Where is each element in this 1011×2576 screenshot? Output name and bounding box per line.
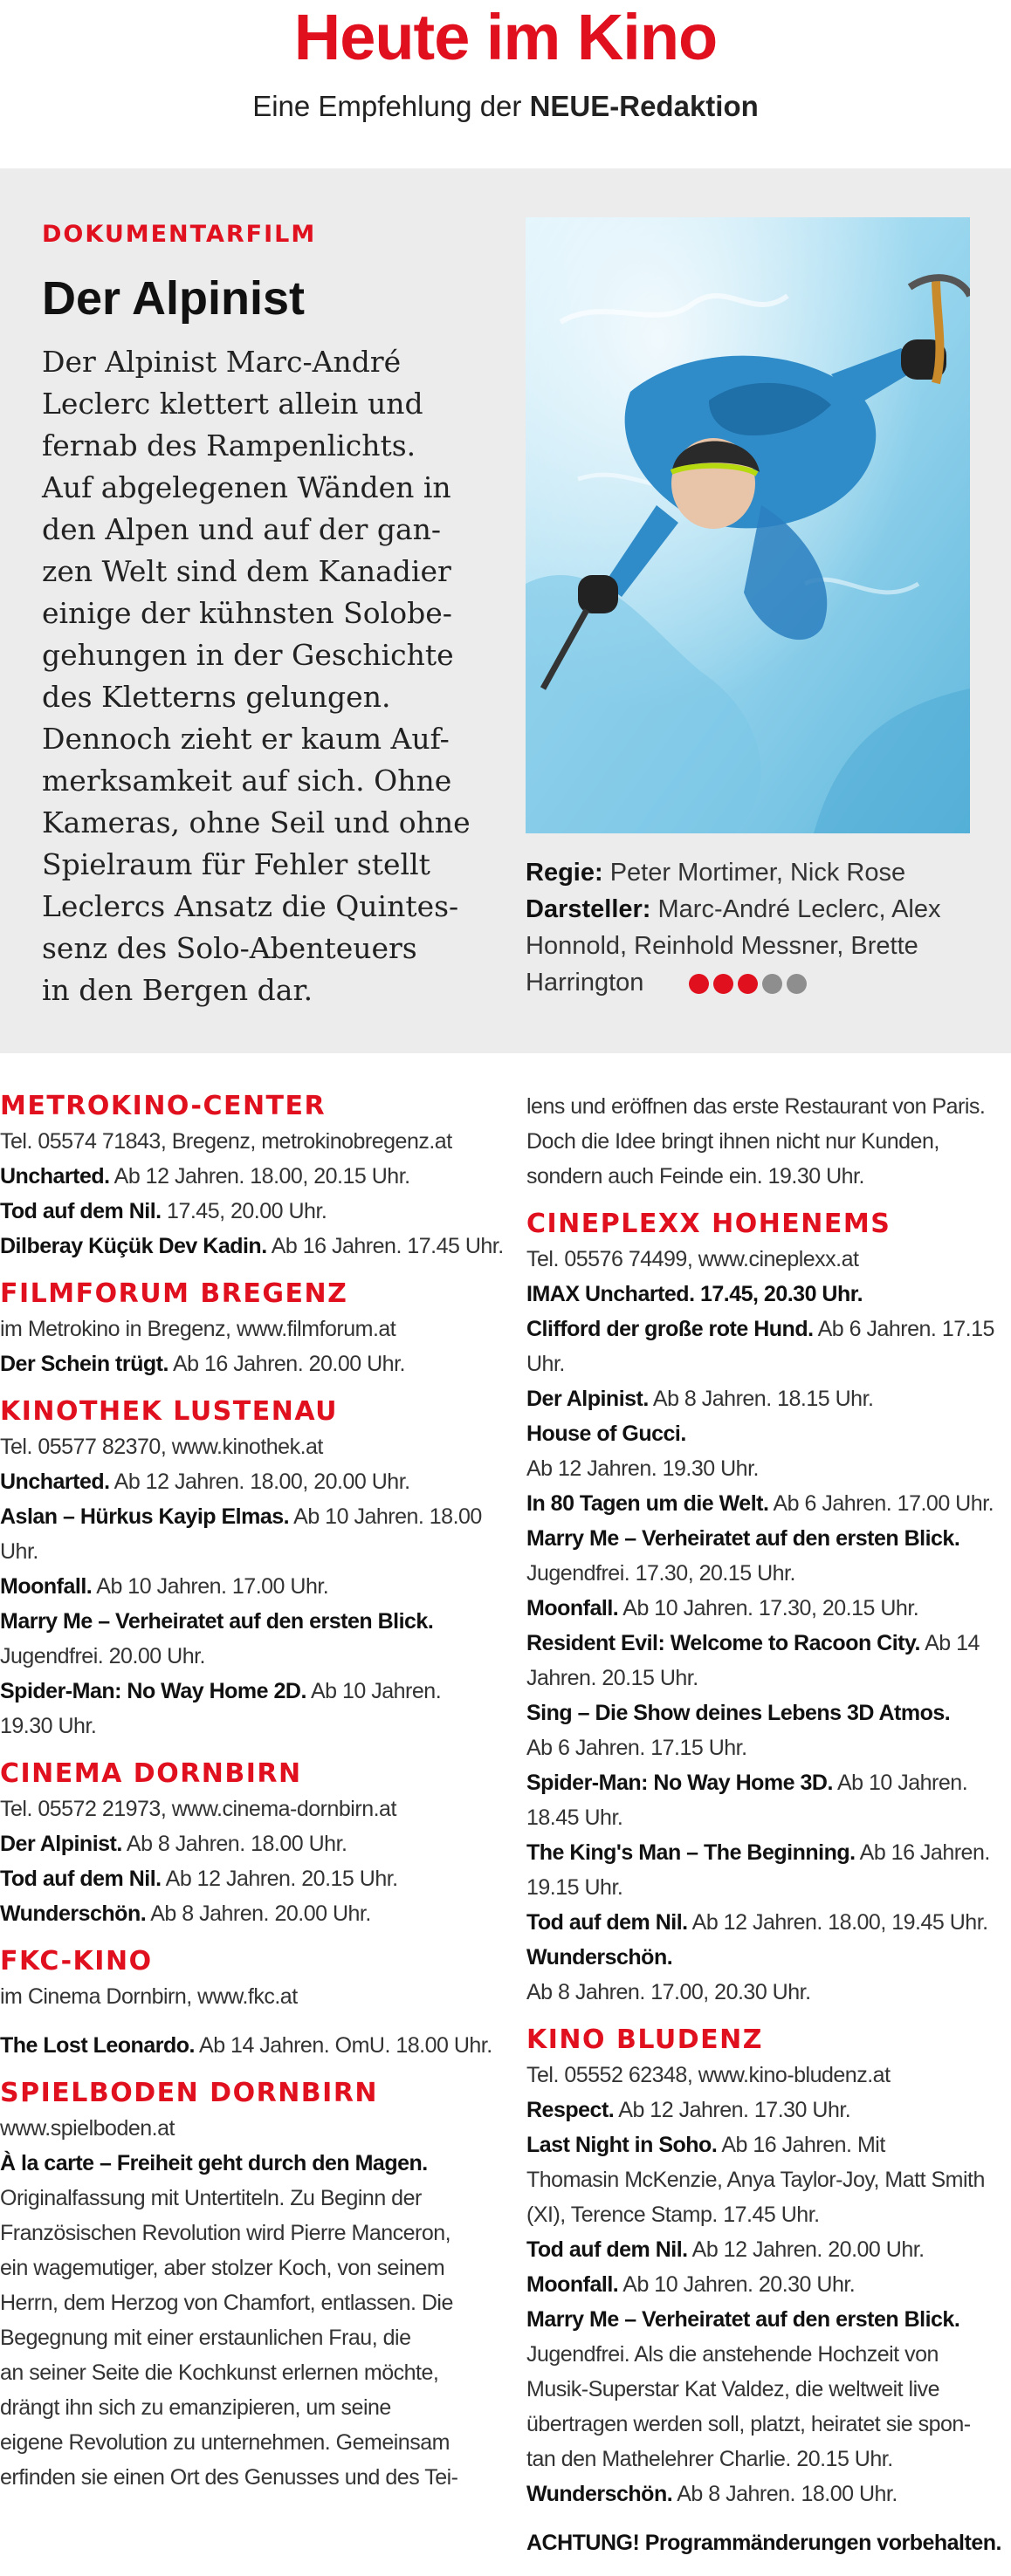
listing-line xyxy=(526,1696,1011,1730)
listing-text: übertragen werden soll, platzt, heiratet sie spon- xyxy=(526,2412,971,2436)
rating-dot-filled xyxy=(713,974,733,994)
listing-text: Ab 12 Jahren. 19.30 Uhr. xyxy=(526,1456,759,1481)
listing-line xyxy=(526,2197,1011,2232)
listing-line xyxy=(0,1346,498,1381)
cinema-name: FKC-KINO xyxy=(0,1946,153,1977)
film-title: The Lost Leonardo. xyxy=(0,2033,195,2058)
listing-line xyxy=(0,2355,498,2390)
cinema-column-left xyxy=(0,1089,504,2495)
listing-line xyxy=(526,2127,1011,2162)
listing-text: Thomasin McKenzie, Anya Taylor-Joy, Matt Smith xyxy=(526,2168,985,2192)
listing-line xyxy=(0,1534,498,1569)
cinema-name: CINEPLEXX HOHENEMS xyxy=(526,1209,891,1239)
listing-text: Ab 16 Jahren. 20.00 Uhr. xyxy=(168,1352,405,1376)
film-title: Der Alpinist. xyxy=(0,1832,122,1856)
listing-text: erfinden sie einen Ort des Genusses und des Tei- xyxy=(0,2465,458,2490)
listing-text: Ab 12 Jahren. 18.00, 19.45 Uhr. xyxy=(687,1910,988,1935)
film-title: Moonfall. xyxy=(526,1596,619,1620)
listing-text: 19.15 Uhr. xyxy=(526,1875,623,1900)
director-label: Regie: xyxy=(526,859,603,887)
cinema-name: METROKINO-CENTER xyxy=(0,1091,327,1121)
listing-text: Ab 8 Jahren. 18.15 Uhr. xyxy=(648,1387,874,1411)
listing-text: Ab 10 Jahren. 17.30, 20.15 Uhr. xyxy=(618,1596,919,1620)
listing-text: Ab 12 Jahren. 17.30 Uhr. xyxy=(614,2098,851,2122)
listing-line xyxy=(526,1486,1011,1521)
listing-text: Tel. 05574 71843, Bregenz, metrokinobregenz.at xyxy=(0,1129,452,1154)
feature-body-line: den Alpen und auf der gan- xyxy=(42,512,442,546)
cinema-name: KINOTHEK LUSTENAU xyxy=(0,1396,339,1427)
film-title: Respect. xyxy=(526,2098,615,2122)
listing-text: Ab 8 Jahren. 18.00 Uhr. xyxy=(672,2482,898,2506)
film-title: IMAX Uncharted. 17.45, 20.30 Uhr. xyxy=(526,1282,863,1306)
film-title: Tod auf dem Nil. xyxy=(526,1910,688,1935)
listing-text: Ab 6 Jahren. 17.15 Uhr. xyxy=(526,1736,747,1760)
listing-text: Tel. 05577 82370, www.kinothek.at xyxy=(0,1435,323,1459)
listing-line xyxy=(526,2337,1011,2372)
listing-line xyxy=(526,1975,1011,2010)
listing-line xyxy=(526,2407,1011,2442)
feature-body-line: gehungen in der Geschichte xyxy=(42,638,454,672)
rating-dot-empty xyxy=(787,974,807,994)
film-title: Wunderschön. xyxy=(526,2482,673,2506)
cast-line-3 xyxy=(526,964,997,1001)
listing-line xyxy=(526,2477,1011,2511)
film-title: Dilberay Küçük Dev Kadin. xyxy=(0,1234,267,1258)
climber-photo xyxy=(526,217,970,833)
listing-line xyxy=(526,1277,1011,1312)
listing-text: Ab 12 Jahren. 18.00, 20.00 Uhr. xyxy=(109,1470,410,1494)
page-header xyxy=(0,0,1011,124)
listing-line xyxy=(526,1870,1011,1905)
listing-line xyxy=(0,1709,498,1744)
listing-line xyxy=(526,1800,1011,1835)
rating-dot-filled xyxy=(689,974,709,994)
film-title: Spider-Man: No Way Home 2D. xyxy=(0,1679,306,1703)
listing-text: Ab 12 Jahren. 20.15 Uhr. xyxy=(161,1867,398,1891)
listing-text: Ab 12 Jahren. 18.00, 20.15 Uhr. xyxy=(109,1164,410,1189)
listing-text: Uhr. xyxy=(526,1352,565,1376)
listing-line xyxy=(526,1835,1011,1870)
listing-text: Ab 10 Jahren. xyxy=(832,1771,968,1795)
listing-line xyxy=(0,1124,498,1159)
listing-line xyxy=(526,2302,1011,2337)
listing-text: Tel. 05572 21973, www.cinema-dornbirn.at xyxy=(0,1797,396,1821)
cast-value-3: Harrington xyxy=(526,969,644,997)
listing-text: Ab 16 Jahren. xyxy=(855,1840,990,1865)
listing-text: Ab 8 Jahren. 18.00 Uhr. xyxy=(121,1832,347,1856)
listing-line xyxy=(526,1159,1011,1194)
film-title: Uncharted. xyxy=(0,1470,110,1494)
listing-text: Ab 6 Jahren. 17.15 xyxy=(813,1317,994,1341)
feature-body-line: Auf abgelegenen Wänden in xyxy=(42,470,451,504)
cast-value-1: Marc-André Leclerc, Alex xyxy=(650,895,941,923)
listing-text: 18.45 Uhr. xyxy=(526,1805,623,1830)
listing-text: sondern auch Feinde ein. 19.30 Uhr. xyxy=(526,1164,864,1189)
feature-body-line: Dennoch zieht er kaum Auf- xyxy=(42,722,450,756)
listing-line xyxy=(526,1626,1011,1661)
listing-line xyxy=(0,1194,498,1229)
film-title: Wunderschön. xyxy=(0,1901,147,1926)
feature-body-line: Kameras, ohne Seil und ohne xyxy=(42,805,471,839)
listing-line xyxy=(526,1661,1011,1696)
subtitle-brand: NEUE-Redaktion xyxy=(529,90,759,122)
listing-line xyxy=(0,1979,498,2014)
listing-line xyxy=(526,2525,1011,2560)
listing-text: Ab 16 Jahren. Mit xyxy=(717,2133,885,2157)
listing-text: Ab 6 Jahren. 17.00 Uhr. xyxy=(768,1491,994,1516)
listing-line xyxy=(526,1451,1011,1486)
feature-body-line: Leclercs Ansatz die Quintes- xyxy=(42,889,459,923)
cinema-column-right xyxy=(526,1089,1011,2560)
listing-line xyxy=(526,2058,1011,2093)
listing-line xyxy=(0,2111,498,2146)
feature-body-line: Der Alpinist Marc-André xyxy=(42,345,402,379)
spacer xyxy=(526,2511,1011,2525)
listing-text: Ab 14 Jahren. OmU. 18.00 Uhr. xyxy=(194,2033,492,2058)
listing-line xyxy=(0,2390,498,2425)
listing-text: Ab 8 Jahren. 20.00 Uhr. xyxy=(146,1901,371,1926)
listing-text: Tel. 05552 62348, www.kino-bludenz.at xyxy=(526,2063,891,2087)
listing-line xyxy=(526,2442,1011,2477)
listing-text: Ab 14 xyxy=(920,1631,980,1655)
film-title: In 80 Tagen um die Welt. xyxy=(526,1491,769,1516)
listing-line xyxy=(526,1089,1011,1124)
listing-text: Uhr. xyxy=(0,1539,38,1564)
listing-line xyxy=(526,1312,1011,1346)
listing-line xyxy=(526,1591,1011,1626)
listing-line xyxy=(0,1792,498,1826)
listing-line xyxy=(526,1940,1011,1975)
listing-text: Ab 10 Jahren. 20.30 Uhr. xyxy=(618,2272,856,2297)
listing-text: Ab 16 Jahren. 17.45 Uhr. xyxy=(266,1234,504,1258)
listing-text: tan den Mathelehrer Charlie. 20.15 Uhr. xyxy=(526,2447,893,2471)
rating-dot-filled xyxy=(738,974,758,994)
listing-text: Herrn, dem Herzog von Chamfort, entlassen. Die xyxy=(0,2291,453,2315)
listing-text: 19.30 Uhr. xyxy=(0,1714,97,1738)
listing-text: (XI), Terence Stamp. 17.45 Uhr. xyxy=(526,2203,820,2227)
listing-line xyxy=(526,1242,1011,1277)
climber-photo-illustration xyxy=(526,217,970,833)
cinema-name: CINEMA DORNBIRN xyxy=(0,1758,302,1789)
listing-line xyxy=(0,1639,498,1674)
film-title: Last Night in Soho. xyxy=(526,2133,718,2157)
feature-body-line: einige der kühnsten Solobe- xyxy=(42,596,452,630)
cast-line xyxy=(526,891,997,928)
cast-line-2: Honnold, Reinhold Messner, Brette xyxy=(526,932,918,960)
listing-line xyxy=(526,1905,1011,1940)
film-title: House of Gucci. xyxy=(526,1422,686,1446)
feature-body-line: Leclerc klettert allein und xyxy=(42,387,423,421)
listing-text: Jugendfrei. Als die anstehende Hochzeit von xyxy=(526,2342,939,2367)
film-title: Tod auf dem Nil. xyxy=(0,1199,162,1223)
listing-text: www.spielboden.at xyxy=(0,2116,175,2141)
page-title: Heute im Kino xyxy=(293,1,718,73)
cinema-name: SPIELBODEN DORNBIRN xyxy=(0,2078,379,2108)
listing-text: Ab 8 Jahren. 17.00, 20.30 Uhr. xyxy=(526,1980,811,2004)
feature-credits xyxy=(526,854,997,1001)
feature-body-line: Spielraum für Fehler stellt xyxy=(42,847,430,881)
cinema-name: KINO BLUDENZ xyxy=(526,2024,763,2055)
subtitle-prefix: Eine Empfehlung der xyxy=(252,90,530,122)
feature-body-line: fernab des Rampenlichts. xyxy=(42,428,416,462)
listing-line xyxy=(526,2093,1011,2127)
listing-text: Ab 10 Jahren. 18.00 xyxy=(289,1504,482,1529)
listing-text: Doch die Idee bringt ihnen nicht nur Kunden, xyxy=(526,1129,939,1154)
listing-line xyxy=(0,1896,498,1931)
listing-line xyxy=(0,1429,498,1464)
rating-dot-empty xyxy=(762,974,782,994)
film-title: À la carte – Freiheit geht durch den Magen. xyxy=(0,2151,428,2175)
film-title: ACHTUNG! Programmänderungen vorbehalten. xyxy=(526,2531,1001,2555)
listing-line xyxy=(0,1159,498,1194)
listing-line xyxy=(0,1861,498,1896)
cast-label: Darsteller: xyxy=(526,895,651,923)
listing-line xyxy=(526,1556,1011,1591)
listing-text: Ab 12 Jahren. 20.00 Uhr. xyxy=(687,2237,925,2262)
listing-text: Ab 10 Jahren. 17.00 Uhr. xyxy=(92,1574,329,1599)
listing-text: an seiner Seite die Kochkunst erlernen möchte, xyxy=(0,2360,439,2385)
feature-body-line: zen Welt sind dem Kanadier xyxy=(42,554,451,588)
film-title: Marry Me – Verheiratet auf den ersten Blick. xyxy=(526,1526,960,1551)
listing-line xyxy=(526,2372,1011,2407)
listing-text: Jahren. 20.15 Uhr. xyxy=(526,1666,698,1690)
listing-line xyxy=(526,2162,1011,2197)
listing-text: im Cinema Dornbirn, www.fkc.at xyxy=(0,1984,298,2009)
film-title: Clifford der große rote Hund. xyxy=(526,1317,814,1341)
rating-dots xyxy=(689,974,807,994)
film-title: Der Schein trügt. xyxy=(0,1352,168,1376)
film-title: Spider-Man: No Way Home 3D. xyxy=(526,1771,833,1795)
listing-line xyxy=(526,1521,1011,1556)
film-title: Marry Me – Verheiratet auf den ersten Blick. xyxy=(0,1609,434,1634)
film-title: Uncharted. xyxy=(0,1164,110,1189)
director-value: Peter Mortimer, Nick Rose xyxy=(602,859,906,887)
feature-body-line: senz des Solo-Abenteuers xyxy=(42,931,417,965)
director-line xyxy=(526,854,997,891)
listing-line xyxy=(0,1674,498,1709)
listing-text: ein wagemutiger, aber stolzer Koch, von seinem xyxy=(0,2256,445,2280)
listing-line xyxy=(526,2232,1011,2267)
listing-text: im Metrokino in Bregenz, www.filmforum.at xyxy=(0,1317,396,1341)
listing-line xyxy=(0,1229,504,1264)
listing-line xyxy=(0,1826,498,1861)
listing-text: Jugendfrei. 20.00 Uhr. xyxy=(0,1644,205,1668)
listing-text: Tel. 05576 74499, www.cineplexx.at xyxy=(526,1247,859,1271)
film-title: The King's Man – The Beginning. xyxy=(526,1840,856,1865)
listing-line xyxy=(526,1765,1011,1800)
listing-line xyxy=(0,1604,498,1639)
spacer xyxy=(0,2014,498,2028)
cinema-name: FILMFORUM BREGENZ xyxy=(0,1278,348,1309)
feature-body-line: merksamkeit auf sich. Ohne xyxy=(42,764,452,798)
listing-line xyxy=(526,1730,1011,1765)
listing-line xyxy=(0,1499,498,1534)
listing-line xyxy=(0,2425,498,2460)
film-title: Moonfall. xyxy=(526,2272,619,2297)
page-subtitle xyxy=(0,89,1011,124)
listing-line xyxy=(0,2146,498,2181)
feature-body-line: des Kletterns gelungen. xyxy=(42,680,391,714)
listing-text: drängt ihn sich zu emanzipieren, um seine xyxy=(0,2395,391,2420)
listing-line xyxy=(526,1381,1011,1416)
listing-line xyxy=(0,1569,498,1604)
feature-body-line: in den Bergen dar. xyxy=(42,973,313,1007)
listing-line xyxy=(526,2267,1011,2302)
listing-text: Originalfassung mit Untertiteln. Zu Beginn der xyxy=(0,2186,422,2210)
listing-text: lens und eröffnen das erste Restaurant von Paris. xyxy=(526,1094,986,1119)
listing-line xyxy=(0,2320,498,2355)
listing-line xyxy=(0,2028,498,2063)
film-title: Der Alpinist. xyxy=(526,1387,649,1411)
feature-body xyxy=(42,341,496,1011)
listing-line xyxy=(0,1464,498,1499)
listing-text: Französischen Revolution wird Pierre Manceron, xyxy=(0,2221,451,2245)
feature-title: Der Alpinist xyxy=(42,272,306,325)
listing-line xyxy=(0,2216,498,2251)
listing-text: Ab 10 Jahren. xyxy=(306,1679,442,1703)
listing-line xyxy=(0,2251,498,2285)
listing-text: Jugendfrei. 17.30, 20.15 Uhr. xyxy=(526,1561,795,1586)
feature-category: DOKUMENTARFILM xyxy=(42,221,317,248)
film-title: Wunderschön. xyxy=(526,1945,673,1970)
listing-line xyxy=(526,1416,1011,1451)
film-title: Resident Evil: Welcome to Racoon City. xyxy=(526,1631,920,1655)
listing-text: Begegnung mit einer erstaunlichen Frau, die xyxy=(0,2326,411,2350)
listing-text: eigene Revolution zu unternehmen. Gemeinsam xyxy=(0,2430,450,2455)
listing-line xyxy=(0,2460,498,2495)
film-title: Sing – Die Show deines Lebens 3D Atmos. xyxy=(526,1701,951,1725)
listing-text: Musik-Superstar Kat Valdez, die weltweit live xyxy=(526,2377,940,2401)
film-title: Aslan – Hürkus Kayip Elmas. xyxy=(0,1504,290,1529)
listing-line xyxy=(0,2181,498,2216)
film-title: Moonfall. xyxy=(0,1574,93,1599)
listing-line xyxy=(526,1346,1011,1381)
film-title: Tod auf dem Nil. xyxy=(0,1867,162,1891)
film-title: Tod auf dem Nil. xyxy=(526,2237,688,2262)
film-title: Marry Me – Verheiratet auf den ersten Blick. xyxy=(526,2307,960,2332)
featured-film xyxy=(0,168,1011,1053)
listing-line xyxy=(0,1312,498,1346)
listing-text: 17.45, 20.00 Uhr. xyxy=(161,1199,327,1223)
listing-line xyxy=(0,2285,498,2320)
listing-line xyxy=(526,1124,1011,1159)
